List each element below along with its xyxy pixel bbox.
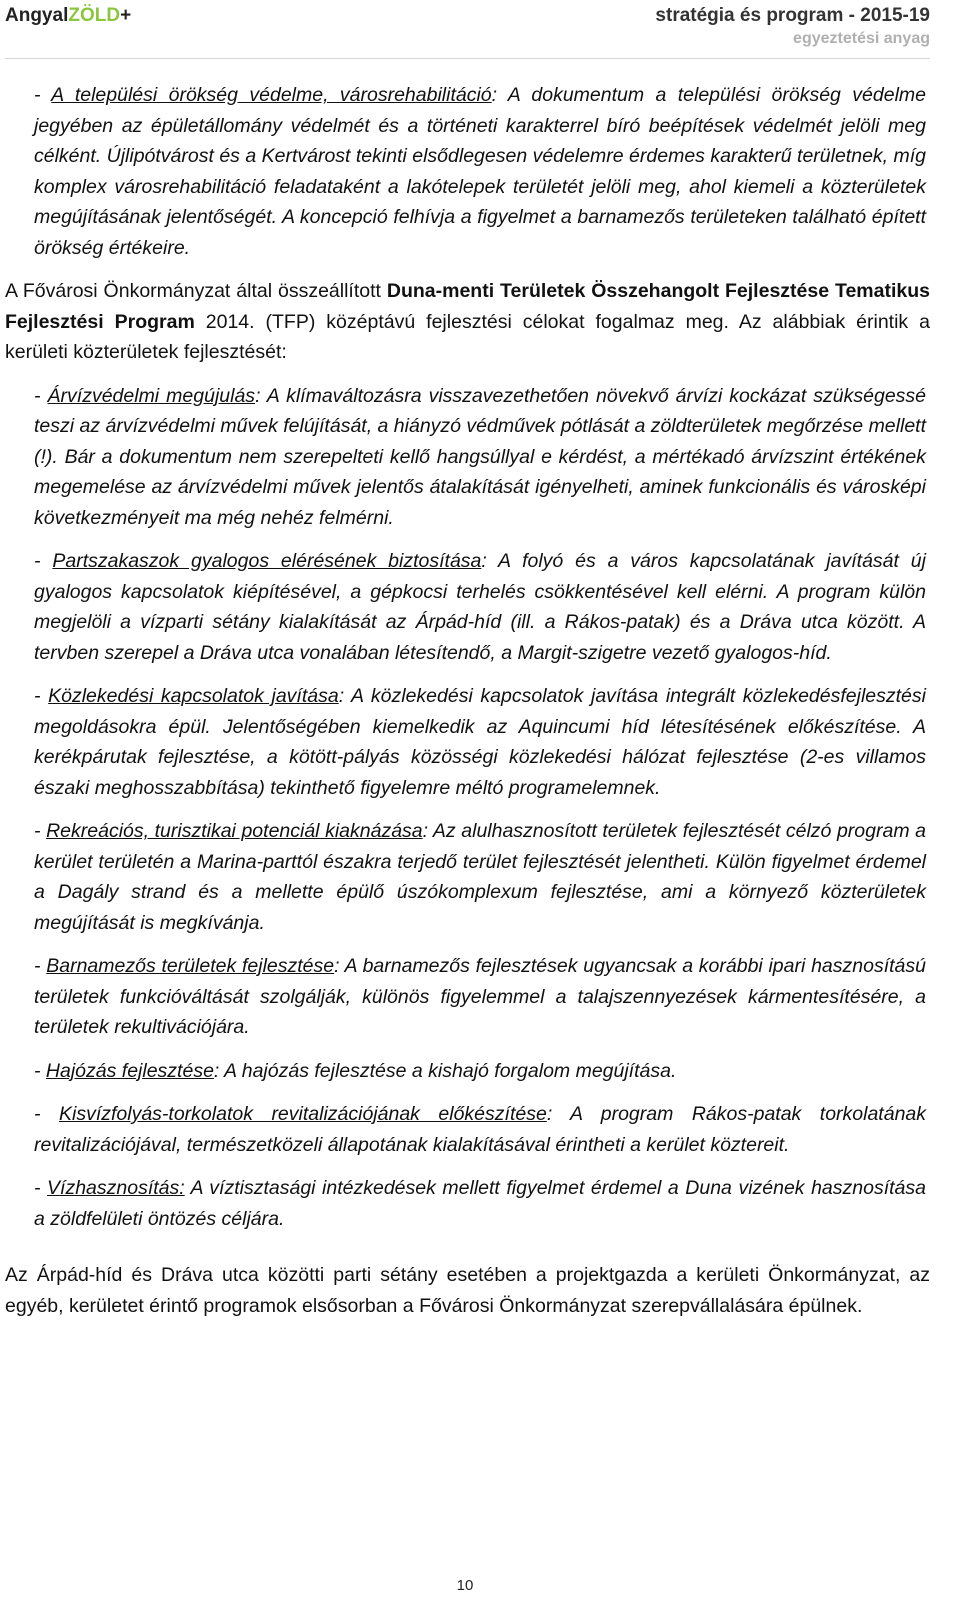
list-text: : A klímaváltozásra visszavezethetően növekvő árvízi kockázat szükségessé teszi az árvízvédelmi művek felújítását, a hiányzó védművek pótlását a zöldterületek megőrzése mellett (!). Bár a dokumentum nem szerepelteti kellő hangsúllyal e kérdést, a mértékadó árvízszint értékének megemelése az árvízvédelmi művek jelentős átalakítását igényelheti, aminek funkcionális és városképi következményeit ma még nehéz felmérni. [34,384,927,529]
list-text: : A közlekedési kapcsolatok javítása integrált közlekedésfejlesztési megoldásokra épül. Jelentőségében kiemelkedik az Aquincumi híd létesítésének előkészítése. A kerékpárutak fejlesztése, a kötött-pályás közösségi közlekedési hálózat fejlesztése (2-es villamos északi meghosszabbítása) tekinthető figyelemre méltó programelemnek. [34,685,926,799]
list-text: : A program Rákos-patak torkolatának revitalizációjával, természetközeli állapotának kialakításával érintheti a kerület köztereit. [34,1103,927,1156]
list-item [34,1056,926,1087]
list-term: Rekreációs, turisztikai potenciál kiaknázása [46,820,423,842]
paragraph-closing: Az Árpád-híd és Dráva utca közötti parti sétány esetében a projektgazda a kerületi Önkormányzat, az egyéb, kerületet érintő programok elsősorban a Fővárosi Önkormányzat szerepvállalására épülnek. [5,1264,930,1317]
tfp-text-1: A Fővárosi Önkormányzat által összeállított [5,280,387,302]
list-dash: - [34,1103,59,1125]
tfp-text-2: 2014. (TFP) középtávú fejlesztési célokat fogalmaz meg. Az alábbiak érintik a kerületi közterületek fejlesztését: [5,310,930,363]
list-item [34,1173,926,1234]
list-dash: - [34,820,47,842]
list-text: : A barnamezős fejlesztések ugyancsak a korábbi ipari hasznosítású területek funkcióváltását szolgálják, különös figyelemmel a talajszennyezések kármentesítésére, a területek rekultivációjára. [34,955,926,1038]
list-item [34,546,926,668]
list-text: : A folyó és a város kapcsolatának javítását új gyalogos kapcsolatok kiépítésével, a gépkocsi terhelés csökkentésével kell elérni. A program külön megjelöli a vízparti sétány kialakítását az Árpád-híd (ill. a Rákos-patak) és a Dráva utca között. A tervben szerepel a Dráva utca vonalában létesítendő, a Margit-szigetre vezető gyalogos-híd. [34,550,926,664]
header-subtitle: egyeztetési anyag [793,30,930,47]
list-dash: - [34,685,49,707]
list-dash: - [34,1177,48,1199]
list-term: A települési örökség védelme, városrehabilitáció [51,84,492,106]
list-term: Vízhasznosítás: [47,1177,185,1199]
list-item [34,1099,926,1160]
list-item [34,681,926,803]
list-text: : A hajózás fejlesztése a kishajó forgalom megújítása. [213,1059,677,1082]
list-term: Partszakaszok gyalogos elérésének biztosítása [52,550,482,572]
list-term: Hajózás fejlesztése [45,1059,214,1082]
list-dash: - [34,550,53,572]
list-item [34,381,926,534]
brand-green: ZÖLD [68,5,121,26]
list-dash: - [34,955,47,977]
paragraph-heritage [34,80,926,263]
page-header [5,4,930,59]
list-dash: - [34,84,52,106]
page-content [5,80,930,1334]
list-term: Árvízvédelmi megújulás [47,384,256,407]
header-title: stratégia és program - 2015-19 [655,5,930,26]
tfp-program-name: Duna-menti Területek Összehangolt Fejlesztése Tematikus Fejlesztési Program [5,280,930,333]
list-dash: - [34,384,48,407]
list-text: : A dokumentum a települési örökség védelme jegyében az épületállomány védelmét és a történeti karakterrel bíró beépítések védelmét jelöli meg célként. Újlipótvárost és a Kertvárost tekinti elsődlegesen védelemre érdemes karakterű területnek, míg komplex városrehabilitáció feladataként a lakótelepek területét jelöli meg, ahol kiemeli a közterületek megújításának jelentőségét. A koncepció felhívja a figyelmet a barnamezős területeken található épített örökség értékeire. [34,84,927,259]
list-term: Közlekedési kapcsolatok javítása [48,685,339,707]
list-term: Barnamezős területek fejlesztése [46,955,335,977]
list-text: A víztisztasági intézkedések mellett figyelmet érdemel a Duna vizének hasznosítása a zöldfelületi öntözés céljára. [34,1177,926,1230]
brand-logo [5,5,131,27]
list-term: Kisvízfolyás-torkolatok revitalizációjának előkészítése [58,1103,547,1125]
header-right [655,5,930,48]
page-number: 10 [456,1577,474,1594]
list-item [34,951,926,1043]
list-text: : Az alulhasznosított területek fejlesztését célzó program a kerület területén a Marina-parttól északra terjedő terület fejlesztését jelentheti. Külön figyelmet érdemel a Dagály strand és a mellette épülő úszókomplexum fejlesztése, ami a környező közterületek megújítását is megkívánja. [34,820,926,934]
list-dash: - [34,1059,46,1082]
list-item [34,816,926,938]
brand-suffix: + [120,5,132,26]
brand-prefix: Angyal [5,5,69,26]
paragraph-tfp [5,276,930,368]
